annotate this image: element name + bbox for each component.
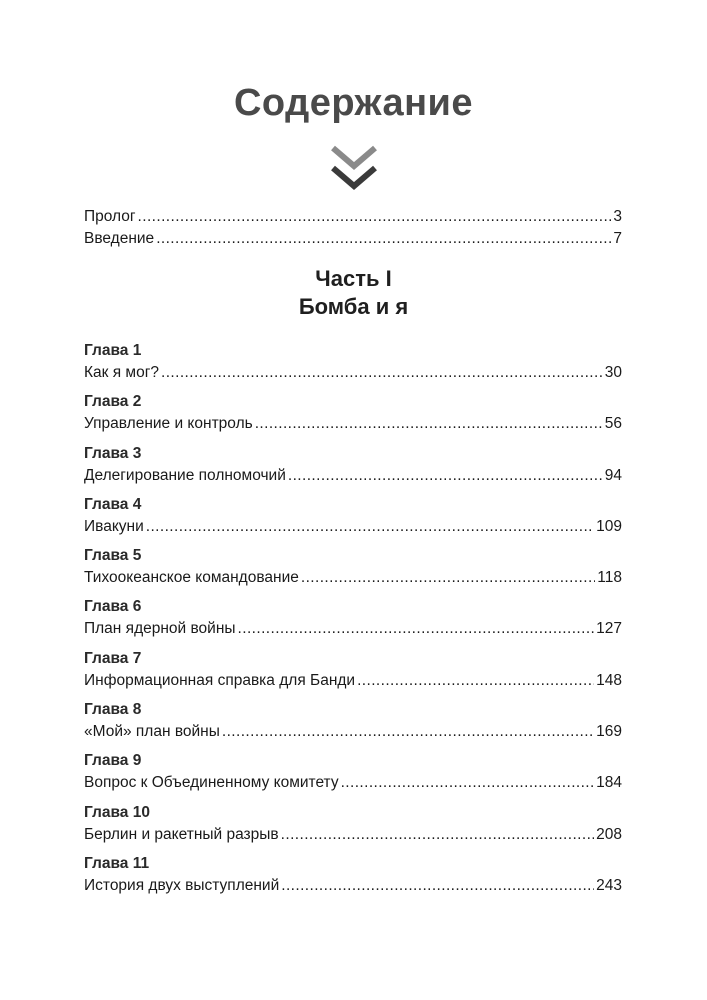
dot-leader: [341, 772, 595, 794]
dot-leader: [156, 228, 611, 250]
dot-leader: [146, 516, 594, 538]
chapter-entry-11[interactable]: [84, 853, 622, 904]
chapter-page: 169: [596, 723, 622, 741]
dot-leader: [138, 206, 612, 228]
chapter-page: 127: [596, 620, 622, 638]
chapter-entry-5[interactable]: [84, 545, 622, 596]
toc-entry-prologue[interactable]: [84, 206, 622, 228]
front-matter-list: [84, 206, 622, 250]
chapter-label: Глава 11: [84, 854, 150, 872]
dot-leader: [255, 413, 603, 435]
chapter-label: Глава 6: [84, 598, 142, 616]
double-chevron-down-icon: [327, 142, 381, 196]
toc-entry-title: Введение: [84, 230, 155, 247]
chapter-entry-3[interactable]: [84, 443, 622, 494]
chapter-entry-8[interactable]: [84, 699, 622, 750]
toc-entry-page: 3: [613, 208, 622, 225]
chapter-page: 94: [604, 466, 622, 484]
page-title: Содержание: [233, 82, 474, 124]
dot-leader: [288, 465, 603, 487]
chapter-label: Глава 4: [84, 495, 142, 513]
dot-leader: [238, 618, 595, 640]
chapter-label: Глава 3: [84, 444, 142, 462]
chapter-entry-6[interactable]: [84, 596, 622, 647]
chapter-title: Как я мог?: [84, 364, 159, 381]
chapter-title: Ивакуни: [84, 517, 144, 535]
chapter-entry-9[interactable]: [84, 750, 622, 801]
chapter-title: План ядерной войны: [84, 620, 236, 638]
chapter-page: 109: [596, 517, 622, 535]
chapter-title: Берлин и ракетный разрыв: [84, 825, 279, 843]
toc-entry-page: 7: [613, 230, 622, 247]
toc-entry-introduction[interactable]: [84, 228, 622, 250]
chapter-page: 30: [604, 364, 622, 381]
dot-leader: [281, 824, 594, 846]
chapter-entry-10[interactable]: [84, 802, 622, 853]
chapter-page: 208: [596, 825, 622, 843]
part-title: Бомба и я: [298, 294, 409, 319]
dot-leader: [161, 362, 603, 384]
chapter-label: Глава 5: [84, 547, 142, 565]
chapter-page: 243: [596, 876, 622, 894]
chapter-entry-7[interactable]: [84, 648, 622, 699]
chapter-page: 118: [597, 569, 622, 587]
dot-leader: [222, 721, 594, 743]
chapter-label: Глава 1: [84, 342, 142, 359]
chapter-title: Делегирование полномочий: [84, 466, 286, 484]
chapter-title: Тихоокеанское командование: [84, 569, 299, 587]
chapter-label: Глава 2: [84, 393, 142, 411]
chapter-page: 56: [604, 415, 622, 433]
chapter-title: Информационная справка для Банди: [84, 671, 356, 689]
chapter-title: История двух выступлений: [84, 876, 280, 894]
chapter-entry-4[interactable]: [84, 494, 622, 545]
toc-entry-title: Пролог: [84, 208, 136, 225]
chapter-entry-2[interactable]: [84, 391, 622, 442]
chapter-label: Глава 8: [84, 701, 142, 719]
dot-leader: [281, 875, 594, 897]
chapter-label: Глава 7: [84, 649, 142, 667]
dot-leader: [357, 670, 594, 692]
chapter-title: Управление и контроль: [84, 415, 253, 433]
chapter-page: 148: [596, 671, 622, 689]
chapter-list: [84, 340, 622, 904]
chapter-entry-1[interactable]: [84, 340, 622, 391]
chapter-label: Глава 9: [84, 752, 142, 770]
part-heading: [0, 265, 707, 321]
dot-leader: [301, 567, 595, 589]
chapter-page: 184: [596, 774, 622, 792]
chapter-title: Вопрос к Объединенному комитету: [84, 774, 339, 792]
part-number: Часть I: [315, 266, 392, 291]
chapter-title: «Мой» план войны: [84, 723, 220, 741]
chapter-label: Глава 10: [84, 803, 150, 821]
